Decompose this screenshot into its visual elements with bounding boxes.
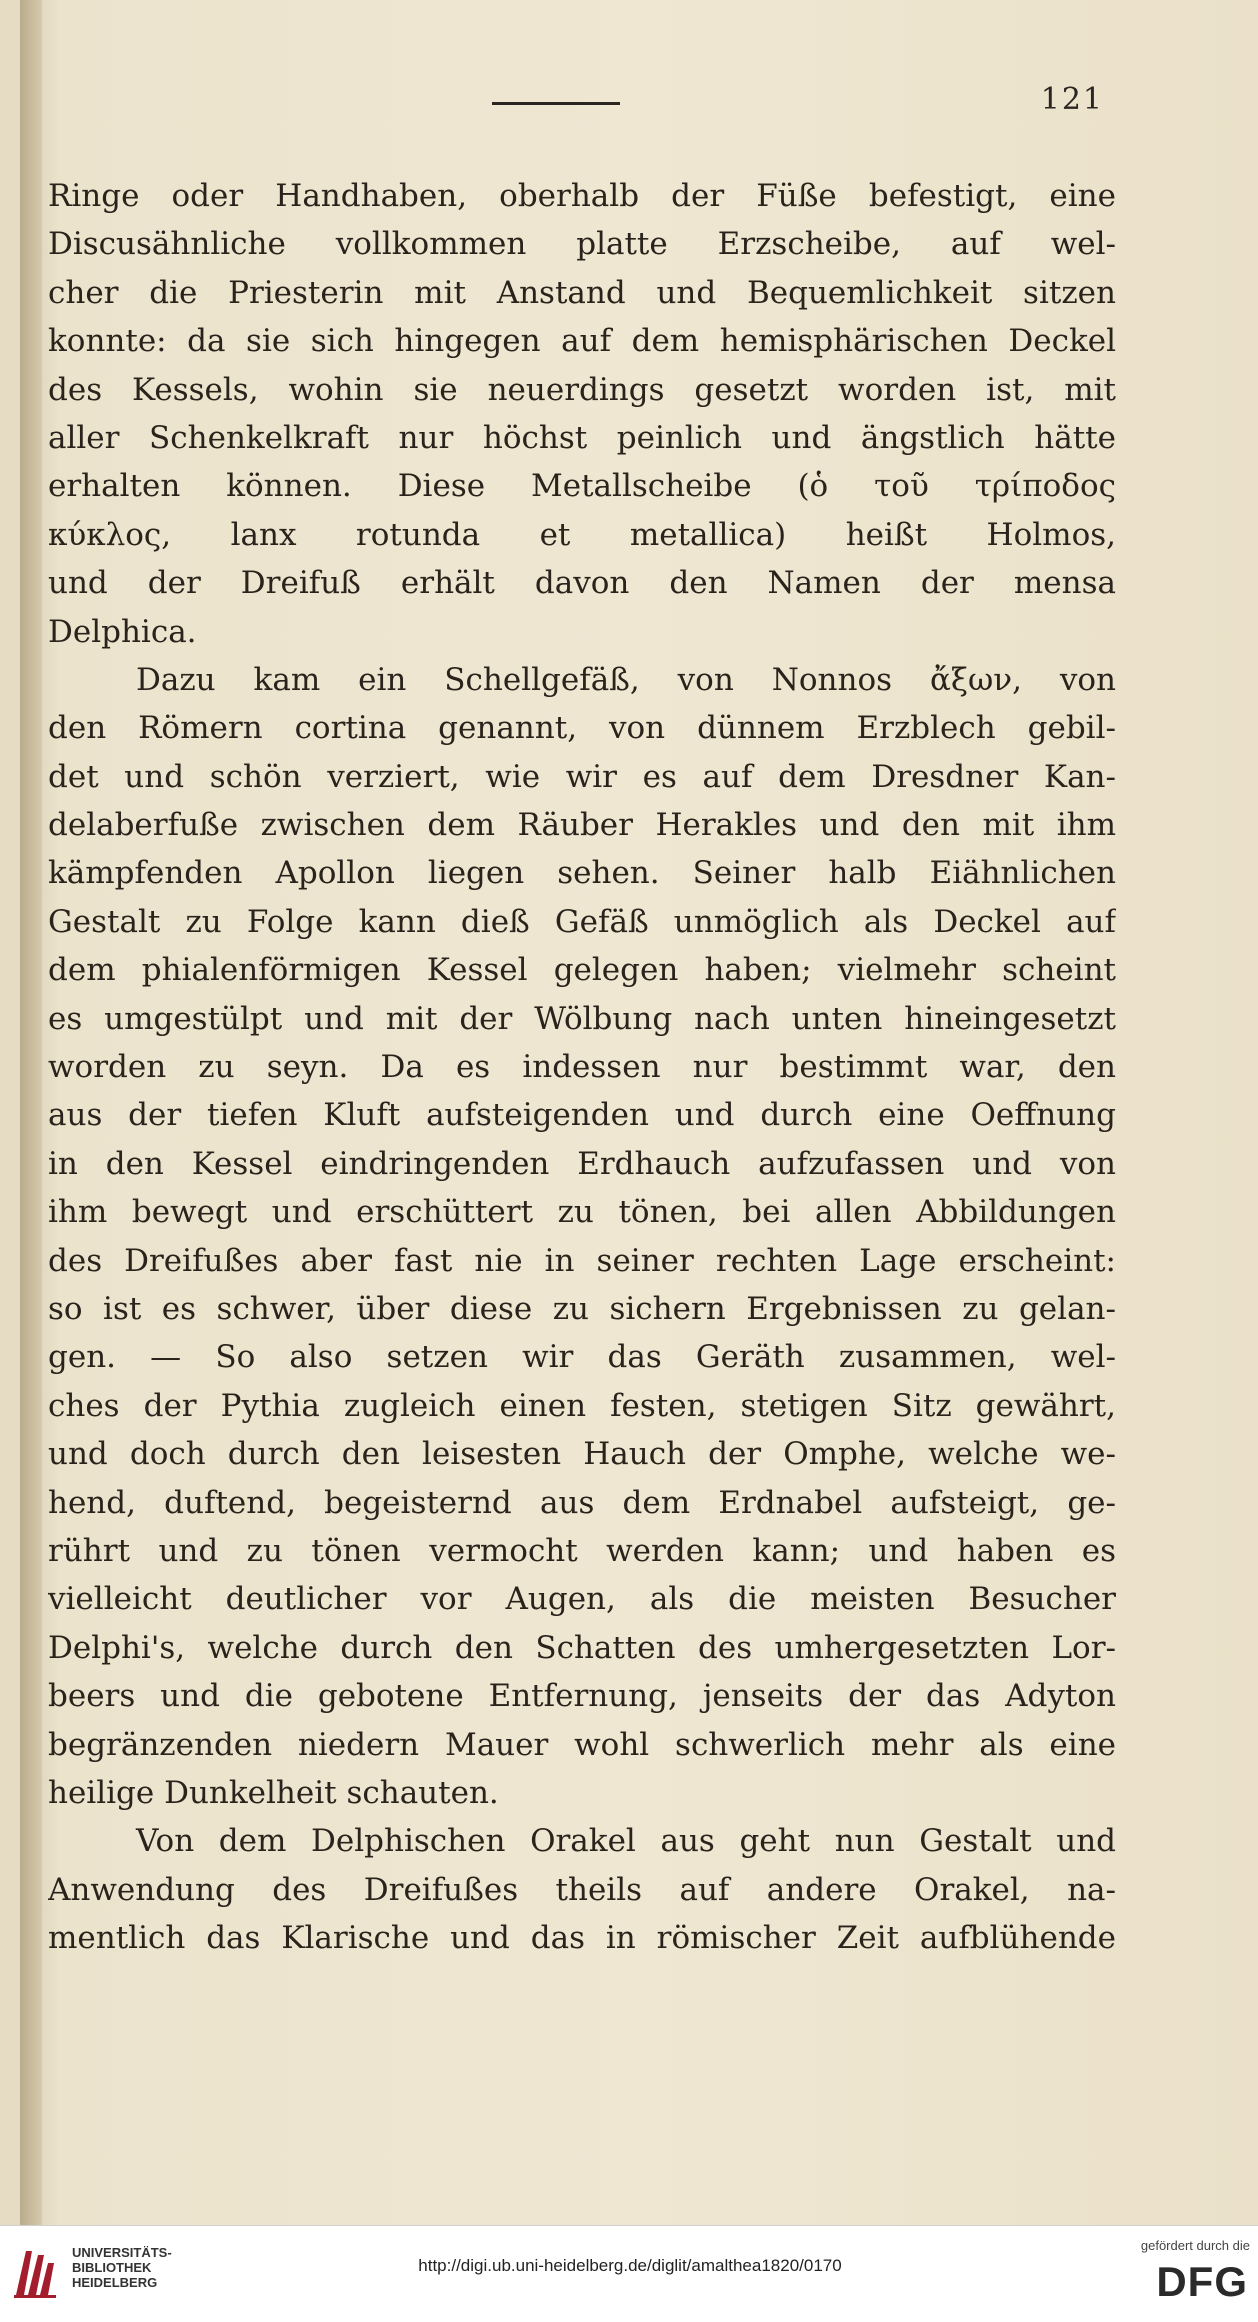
dfg-logo: DFG	[1156, 2258, 1248, 2305]
funded-by-label: gefördert durch die	[1140, 2238, 1250, 2253]
text-line: ches der Pythia zugleich einen festen, stetigen Sitz gewährt,	[48, 1387, 1116, 1424]
text-line: begränzenden niedern Mauer wohl schwerlich mehr als eine	[48, 1726, 1116, 1763]
text-line: aus der tiefen Kluft aufsteigenden und durch eine Oeffnung	[48, 1097, 1116, 1134]
text-line: Delphica.	[48, 613, 197, 650]
text-line: des Kessels, wohin sie neuerdings gesetzt worden ist, mit	[48, 371, 1116, 408]
text-line: Ringe oder Handhaben, oberhalb der Füße befestigt, eine	[48, 178, 1116, 214]
text-line: dem phialenförmigen Kessel gelegen haben; vielmehr scheint	[48, 952, 1116, 989]
text-line: beers und die gebotene Entfernung, jenseits der das Adyton	[48, 1678, 1116, 1715]
library-name	[72, 2245, 232, 2290]
text-line: Discusähnliche vollkommen platte Erzscheibe, auf wel-	[48, 226, 1116, 263]
text-line: den Römern cortina genannt, von dünnem Erzblech gebil-	[48, 710, 1116, 747]
text-line: Von dem Delphischen Orakel aus geht nun Gestalt und	[136, 1823, 1116, 1860]
permalink-url[interactable]: http://digi.ub.uni-heidelberg.de/diglit/amalthea1820/0170	[418, 2256, 842, 2275]
page-number: 121	[1040, 82, 1104, 117]
text-line: cher die Priesterin mit Anstand und Bequemlichkeit sitzen	[48, 274, 1116, 311]
text-line: det und schön verziert, wie wir es auf dem Dresdner Kan-	[48, 758, 1116, 795]
header-rule	[492, 102, 620, 105]
library-name-line: HEIDELBERG	[72, 2275, 158, 2290]
text-line: konnte: da sie sich hingegen auf dem hemisphärischen Deckel	[48, 323, 1116, 360]
text-line: und doch durch den leisesten Hauch der Omphe, welche we-	[48, 1436, 1116, 1473]
text-line: Dazu kam ein Schellgefäß, von Nonnos ἄξων, von	[136, 661, 1116, 698]
page-body-text	[48, 172, 1116, 1962]
text-line: Delphi's, welche durch den Schatten des umhergesetzten Lor-	[48, 1629, 1116, 1666]
text-line: Gestalt zu Folge kann dieß Gefäß unmöglich als Deckel auf	[48, 903, 1116, 940]
text-line: es umgestülpt und mit der Wölbung nach unten hineingesetzt	[48, 1000, 1116, 1037]
university-library-logo-icon	[12, 2245, 58, 2299]
text-line: hend, duftend, begeisternd aus dem Erdnabel aufsteigt, ge-	[48, 1484, 1116, 1521]
text-line: des Dreifußes aber fast nie in seiner rechten Lage erscheint:	[48, 1242, 1116, 1279]
text-line: in den Kessel eindringenden Erdhauch aufzufassen und von	[48, 1145, 1116, 1182]
text-line: so ist es schwer, über diese zu sichern Ergebnissen zu gelan-	[48, 1290, 1116, 1327]
text-line: ihm bewegt und erschüttert zu tönen, bei allen Abbildungen	[48, 1194, 1116, 1231]
text-line: mentlich das Klarische und das in römischer Zeit aufblühende	[48, 1920, 1116, 1957]
text-line: rührt und zu tönen vermocht werden kann; und haben es	[48, 1532, 1116, 1569]
text-line: worden zu seyn. Da es indessen nur bestimmt war, den	[48, 1049, 1116, 1086]
text-line: aller Schenkelkraft nur höchst peinlich und ängstlich hätte	[48, 419, 1116, 456]
text-line: κύκλος, lanx rotunda et metallica) heißt Holmos,	[48, 516, 1116, 553]
text-line: vielleicht deutlicher vor Augen, als die meisten Besucher	[48, 1581, 1116, 1618]
text-line: erhalten können. Diese Metallscheibe (ὁ τοῦ τρίποδος	[48, 468, 1116, 505]
text-line: und der Dreifuß erhält davon den Namen der mensa	[48, 565, 1116, 602]
library-name-line: UNIVERSITÄTS-	[72, 2245, 172, 2260]
text-line: heilige Dunkelheit schauten.	[48, 1774, 499, 1811]
page-gutter	[20, 0, 42, 2225]
text-line: gen. — So also setzen wir das Geräth zusammen, wel-	[48, 1339, 1116, 1376]
text-line: delaberfuße zwischen dem Räuber Herakles und den mit ihm	[48, 807, 1116, 844]
text-line: Anwendung des Dreifußes theils auf andere Orakel, na-	[48, 1871, 1116, 1908]
library-name-line: BIBLIOTHEK	[72, 2260, 152, 2275]
text-line: kämpfenden Apollon liegen sehen. Seiner halb Eiähnlichen	[48, 855, 1116, 892]
